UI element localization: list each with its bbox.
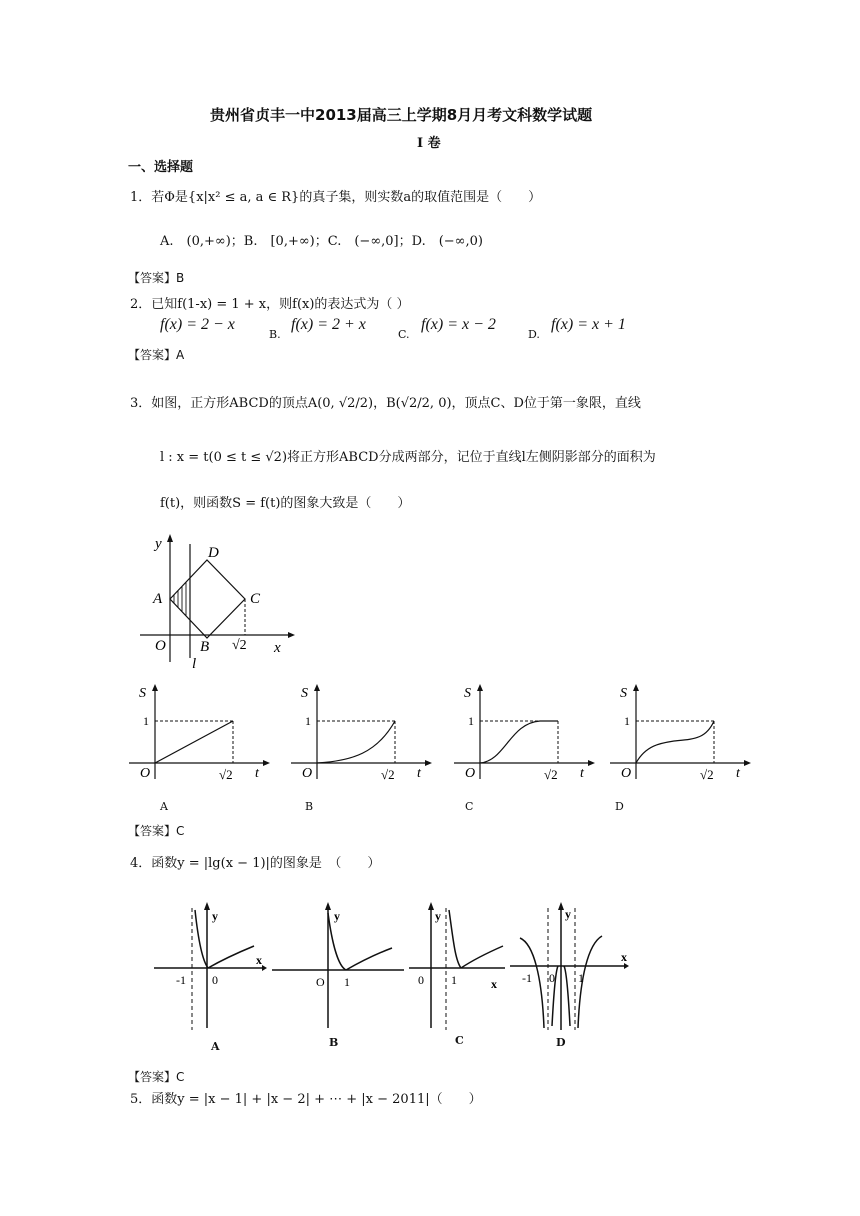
svg-text:O: O <box>465 766 476 781</box>
q2-option-d: f(x) = x + 1 <box>551 316 626 333</box>
svg-text:-1: -1 <box>522 971 532 985</box>
q4-answer: 【答案】C <box>128 1070 185 1084</box>
svg-text:1: 1 <box>344 975 350 989</box>
svg-text:1: 1 <box>468 714 474 728</box>
label-a: A <box>153 591 163 607</box>
label-sqrt2: √2 <box>232 638 247 653</box>
svg-text:t: t <box>417 766 421 781</box>
q3-graph-c <box>450 683 600 787</box>
svg-text:S: S <box>139 686 146 701</box>
svg-text:1: 1 <box>624 714 630 728</box>
svg-text:t: t <box>736 766 740 781</box>
q3-line3: f(t)，则函数S = f(t)的图象大致是（ ） <box>160 496 411 511</box>
svg-text:O: O <box>302 766 313 781</box>
q3-line1: 3．如图，正方形ABCD的顶点A(0, √2/2)，B(√2/2, 0)，顶点C、D位于第一象限，直线 <box>130 396 641 411</box>
svg-text:x: x <box>621 950 627 964</box>
square-abcd <box>170 560 245 638</box>
q4-choice-a: A <box>211 1040 220 1053</box>
label-x: x <box>274 640 281 656</box>
svg-text:O: O <box>316 975 325 989</box>
shaded-region <box>174 570 186 630</box>
svg-text:-1: -1 <box>176 973 186 987</box>
svg-text:1: 1 <box>143 714 149 728</box>
q2-option-d-letter: D. <box>528 328 540 341</box>
q4-choice-b: B <box>329 1036 339 1049</box>
svg-text:x: x <box>256 953 262 967</box>
q3-choice-a: A <box>160 800 168 813</box>
q4-graph-d <box>508 898 633 1042</box>
svg-text:y: y <box>334 909 340 923</box>
q4-graph-c <box>405 898 515 1042</box>
svg-text:√2: √2 <box>700 767 714 782</box>
q4-graph-a <box>152 898 267 1042</box>
q2-option-a: f(x) = 2 − x <box>160 316 235 333</box>
svg-text:0: 0 <box>418 973 424 987</box>
q4-choice-d: D <box>556 1036 566 1049</box>
q1-stem: 1．若Φ是{x|x² ≤ a, a ∈ R}的真子集，则实数a的取值范围是（ ） <box>130 190 542 205</box>
q3-choice-c: C <box>465 800 474 813</box>
svg-text:√2: √2 <box>381 767 395 782</box>
y-axis-arrow <box>167 534 173 542</box>
svg-text:S: S <box>620 686 627 701</box>
q3-choice-b: B <box>305 800 314 813</box>
label-l: l <box>192 656 197 670</box>
svg-text:1: 1 <box>578 971 584 985</box>
curve-c <box>480 721 558 763</box>
svg-text:0: 0 <box>549 971 555 985</box>
q4-stem: 4．函数y = |lg(x − 1)|的图象是 （ ） <box>130 856 381 871</box>
svg-text:y: y <box>435 909 441 923</box>
page-subtitle: I 卷 <box>417 136 441 151</box>
q2-option-b-letter: B. <box>269 328 281 341</box>
q3-graph-b <box>287 683 437 787</box>
q2-answer: 【答案】A <box>128 348 185 362</box>
q4-graph-b <box>268 898 408 1042</box>
svg-text:t: t <box>255 766 259 781</box>
svg-text:S: S <box>464 686 471 701</box>
svg-text:O: O <box>621 766 632 781</box>
svg-text:0: 0 <box>212 973 218 987</box>
label-b: B <box>200 639 210 655</box>
curve-a <box>155 721 233 763</box>
q4-choice-c: C <box>455 1034 464 1047</box>
svg-text:y: y <box>565 907 571 921</box>
svg-text:1: 1 <box>305 714 311 728</box>
q5-stem: 5．函数y = |x − 1| + |x − 2| + ⋯ + |x − 2011|（ ） <box>130 1092 482 1107</box>
svg-text:x: x <box>491 977 497 991</box>
q3-square-figure <box>140 530 300 670</box>
label-y: y <box>155 536 162 552</box>
svg-text:y: y <box>212 909 218 923</box>
curve-d <box>636 721 714 763</box>
q3-answer: 【答案】C <box>128 824 185 838</box>
q2-option-b: f(x) = 2 + x <box>291 316 366 333</box>
q2-option-c-letter: C. <box>398 328 410 341</box>
section-heading: 一、选择题 <box>128 160 194 175</box>
label-o: O <box>155 638 166 654</box>
page-title: 贵州省贞丰一中2013届高三上学期8月月考文科数学试题 <box>210 106 593 124</box>
label-d: D <box>208 545 219 561</box>
q3-line2: l : x = t(0 ≤ t ≤ √2)将正方形ABCD分成两部分，记位于直线l左侧阴影部分的面积为 <box>160 450 656 465</box>
label-c: C <box>250 591 261 607</box>
x-axis-arrow <box>288 632 295 638</box>
q3-graph-d <box>606 683 756 787</box>
svg-text:√2: √2 <box>544 767 558 782</box>
q3-choice-d: D <box>615 800 624 813</box>
svg-text:O: O <box>140 766 151 781</box>
svg-text:√2: √2 <box>219 767 233 782</box>
q1-options: A. (0,+∞)；B. [0,+∞)；C. (−∞,0]；D. (−∞,0) <box>160 234 483 249</box>
q2-stem: 2．已知f(1-x) = 1 + x，则f(x)的表达式为（ ） <box>130 297 410 312</box>
svg-text:t: t <box>580 766 584 781</box>
q3-graph-a <box>125 683 275 787</box>
svg-text:S: S <box>301 686 308 701</box>
curve-b <box>317 721 395 763</box>
svg-text:1: 1 <box>451 973 457 987</box>
q1-answer: 【答案】B <box>128 271 185 285</box>
q2-option-c: f(x) = x − 2 <box>421 316 496 333</box>
